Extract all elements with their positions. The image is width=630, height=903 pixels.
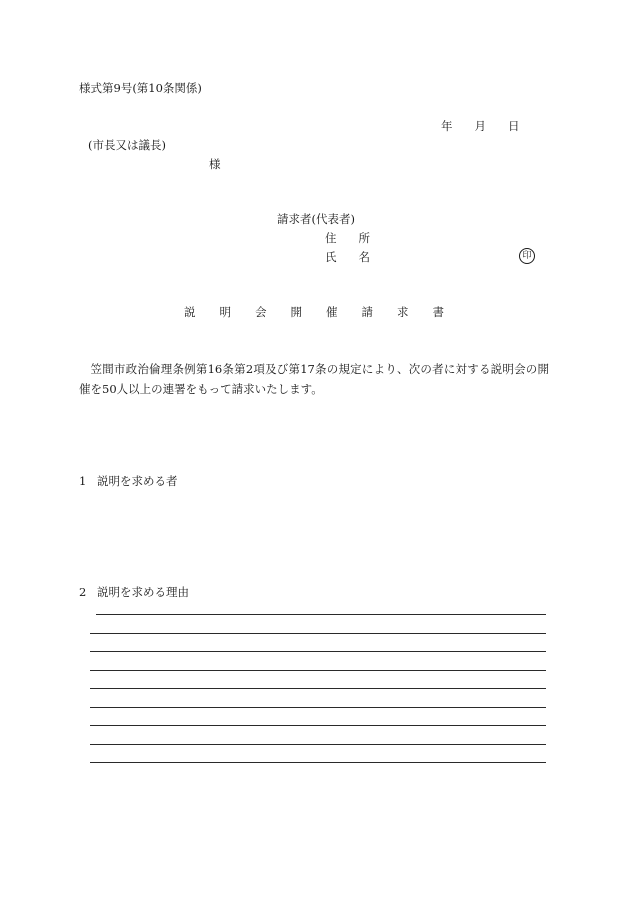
date-line xyxy=(441,118,520,134)
form-number: 様式第9号(第10条関係) xyxy=(79,81,202,95)
body-paragraph: 笠間市政治倫理条例第16条第2項及び第17条の規定により、次の者に対する説明会の開催を50人以上の連署をもって請求いたします。 xyxy=(79,362,549,396)
reason-line[interactable] xyxy=(90,762,546,763)
reason-line[interactable] xyxy=(96,614,546,615)
date-year: 年 xyxy=(441,119,453,133)
section-number: 2 xyxy=(79,585,87,599)
title-char: 会 xyxy=(255,305,267,319)
title-char: 明 xyxy=(219,305,231,319)
title-char: 請 xyxy=(361,305,373,319)
section-number: 1 xyxy=(79,474,87,488)
title-char: 求 xyxy=(397,305,409,319)
section-1-heading xyxy=(79,473,178,489)
reason-line[interactable] xyxy=(90,744,546,745)
reason-line[interactable] xyxy=(90,688,546,689)
reason-line[interactable] xyxy=(90,633,546,634)
reason-line[interactable] xyxy=(90,725,546,726)
section-title: 説明を求める理由 xyxy=(97,585,189,599)
addressee-label: (市長又は議長) xyxy=(88,138,166,152)
address-char-2: 所 xyxy=(358,231,370,245)
title-char: 開 xyxy=(290,305,302,319)
name-label xyxy=(325,249,370,265)
name-char-1: 氏 xyxy=(325,250,337,264)
section-2-heading xyxy=(79,584,189,600)
addressee-honorific: 様 xyxy=(209,157,221,171)
address-label xyxy=(325,230,370,246)
date-month: 月 xyxy=(474,119,486,133)
title-char: 催 xyxy=(326,305,338,319)
title-char: 説 xyxy=(184,305,196,319)
reason-line[interactable] xyxy=(90,707,546,708)
reason-line[interactable] xyxy=(90,670,546,671)
reason-line[interactable] xyxy=(90,651,546,652)
section-title: 説明を求める者 xyxy=(97,474,178,488)
requester-label: 請求者(代表者) xyxy=(277,212,355,226)
name-char-2: 名 xyxy=(358,250,370,264)
address-char-1: 住 xyxy=(325,231,337,245)
seal-mark: 印 xyxy=(519,248,535,264)
date-day: 日 xyxy=(508,119,520,133)
document-title xyxy=(184,304,444,320)
title-char: 書 xyxy=(432,305,444,319)
